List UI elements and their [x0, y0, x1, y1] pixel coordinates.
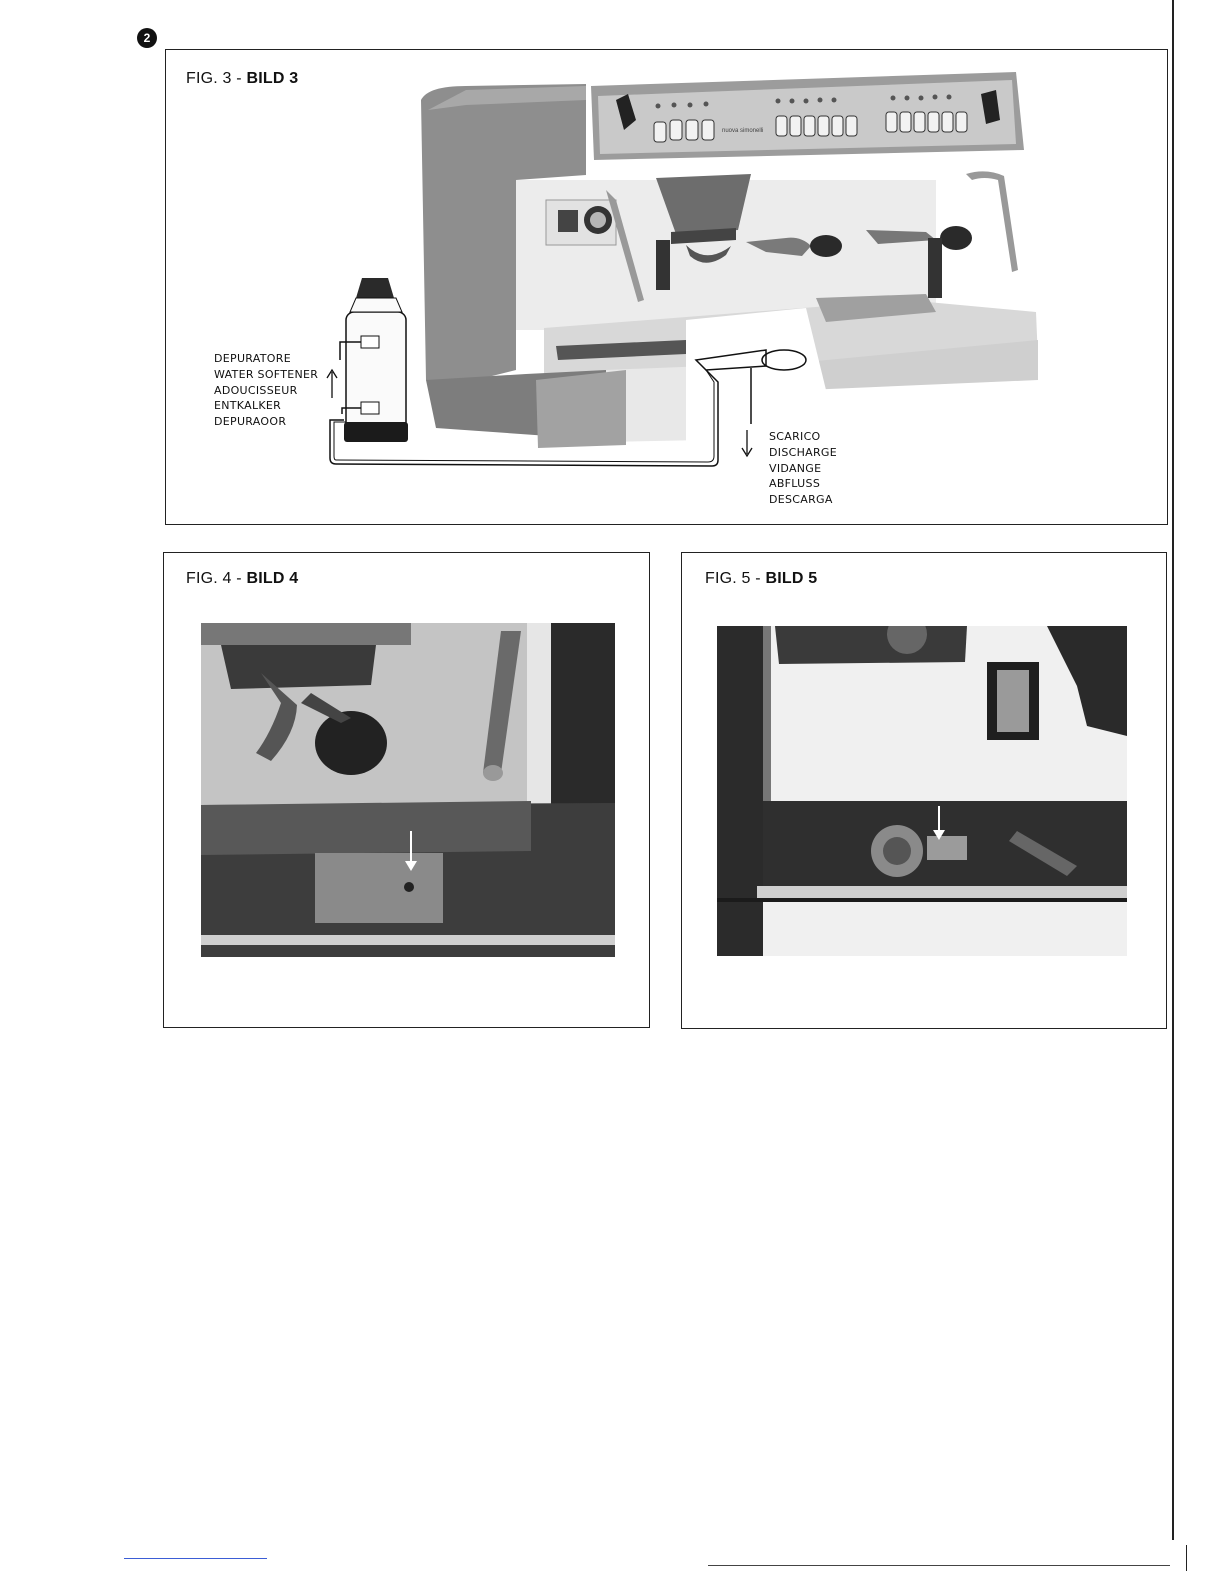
page-right-rule: [1172, 0, 1174, 1540]
figure-3-title-fig: FIG. 3: [186, 70, 232, 87]
softener-label: DEPURATORE: [214, 352, 291, 365]
discharge-label: VIDANGE: [769, 461, 822, 475]
discharge-label: DESCARGA: [769, 493, 833, 507]
footer-right-rule: [708, 1565, 1170, 1566]
figure-3-title-bild: BILD 3: [246, 70, 299, 87]
softener-label: WATER SOFTENER: [214, 367, 319, 381]
figure-4-title-fig: FIG. 4: [186, 570, 232, 587]
figure-3-box: [165, 49, 1168, 525]
figure-3-title-sep: -: [231, 70, 247, 87]
figure-4-title-bild: BILD 4: [246, 570, 299, 587]
discharge-label: ABFLUSS: [769, 477, 821, 491]
figure-4-title-sep: -: [231, 570, 247, 587]
brand-logo-text: nuova simonelli: [722, 128, 764, 134]
softener-label: ENTKALKER: [214, 399, 282, 413]
drip-tray-photo: [201, 623, 615, 957]
footer-left-rule: [124, 1558, 267, 1559]
softener-label: ADOUCISSEUR: [214, 383, 298, 397]
discharge-label: DISCHARGE: [769, 445, 837, 459]
section-number-badge: 2: [137, 28, 157, 48]
figure-5-title-sep: -: [750, 570, 766, 587]
softener-label-list: [214, 351, 318, 430]
figure-5-title-fig: FIG. 5: [705, 570, 751, 587]
footer-tick: [1186, 1545, 1187, 1571]
drain-fitting-photo: [717, 626, 1127, 956]
espresso-machine-photo: [166, 50, 1166, 524]
figure-5-title: [705, 570, 817, 588]
figure-4-box: [163, 552, 650, 1028]
figure-4-title: [186, 570, 298, 588]
figure-5-box: [681, 552, 1167, 1029]
softener-label: DEPURAOOR: [214, 415, 287, 429]
figure-5-title-bild: BILD 5: [765, 570, 818, 587]
discharge-label: SCARICO: [769, 430, 821, 443]
discharge-label-list: [769, 429, 837, 508]
